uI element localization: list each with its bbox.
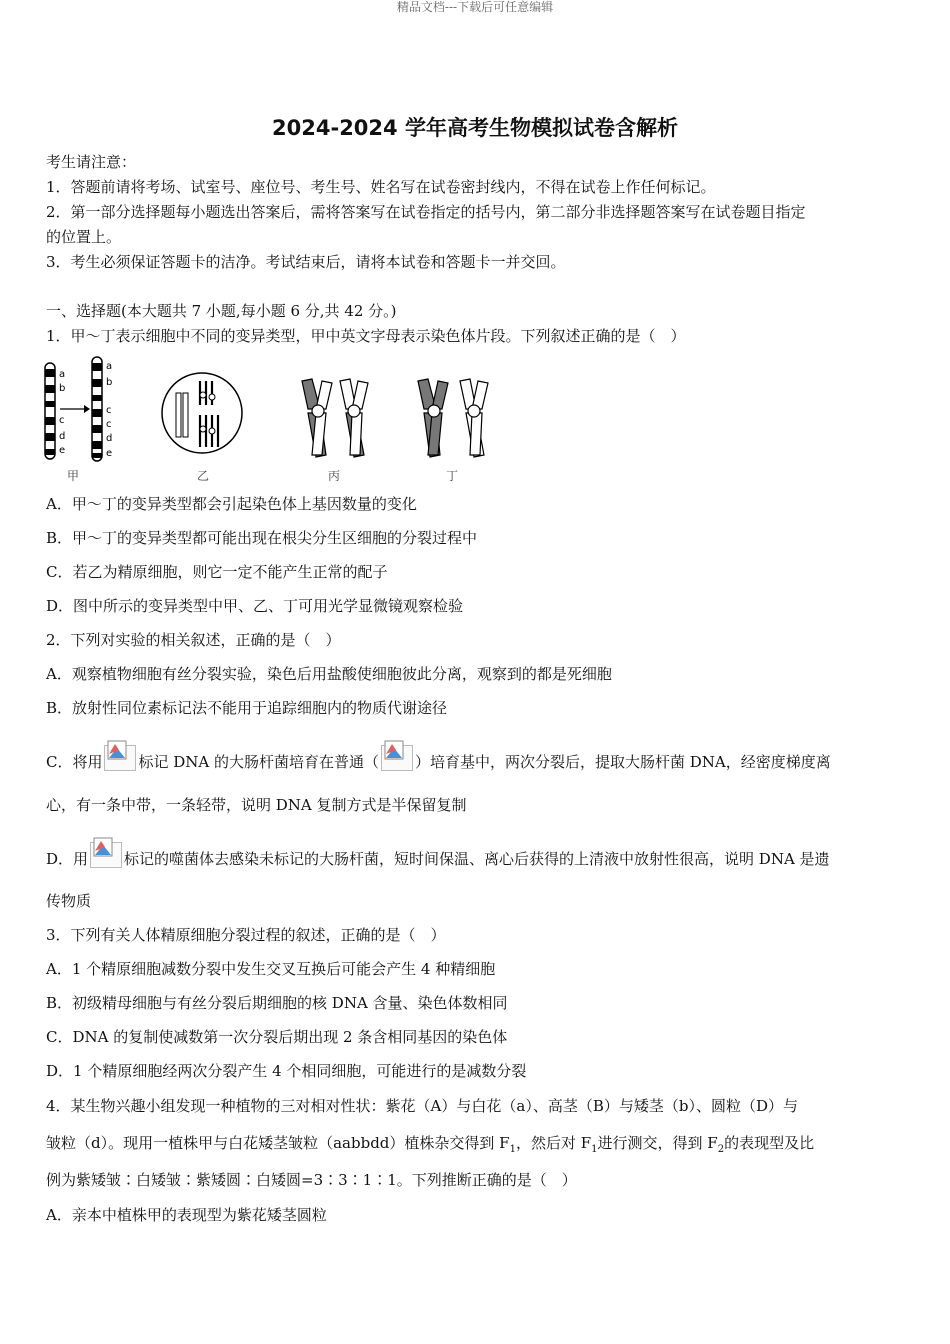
q2-option-c-part2: 标记 DNA 的大肠杆菌培育在普通（ — [138, 753, 380, 771]
q2-option-a: A．观察植物细胞有丝分裂实验，染色后用盐酸使细胞彼此分离，观察到的都是死细胞 — [46, 665, 612, 683]
q4-sub-f1b: 1 — [591, 1144, 598, 1155]
figure-label-yi: 乙 — [197, 469, 210, 483]
q2-option-c-part3: ）培育基中，两次分裂后，提取大肠杆菌 DNA，经密度梯度离 — [415, 753, 831, 771]
section-heading: 一、选择题(本大题共 7 小题,每小题 6 分,共 42 分。) — [46, 302, 397, 320]
gene-letter: e — [106, 448, 113, 459]
arrow-head — [84, 405, 90, 413]
gene-letter: d — [59, 431, 66, 442]
q4-stem-line1: 4．某生物兴趣小组发现一种植物的三对相对性状：紫花（A）与白花（a）、高茎（B）与矮茎（b）、圆粒（D）与 — [46, 1097, 798, 1115]
notice-item-2-cont: 的位置上。 — [46, 228, 122, 246]
q1-stem: 1．甲～丁表示细胞中不同的变异类型，甲中英文字母表示染色体片段。下列叙述正确的是（ ） — [46, 327, 686, 345]
q4-sub-f2: 2 — [717, 1144, 725, 1155]
q4-stem-line3: 例为紫矮皱∶白矮皱∶紫矮圆∶白矮圆=3∶3∶1∶1。下列推断正确的是（ ） — [46, 1171, 577, 1189]
chromosome-figure — [40, 355, 510, 485]
gene-letter: e — [59, 445, 66, 456]
q2-option-d-part2: 标记的噬菌体去感染未标记的大肠杆菌，短时间保温、离心后获得的上清液中放射性很高，说明 DNA 是遗 — [124, 850, 830, 868]
q4-line2-c: 进行测交，得到 F — [597, 1134, 718, 1152]
chromosome-jia-before — [45, 363, 55, 459]
chromosome-diagram — [40, 355, 510, 465]
q2-stem: 2．下列对实验的相关叙述，正确的是（ ） — [46, 631, 341, 649]
q4-sub-f1: 1 — [509, 1144, 516, 1155]
q1-option-d: D．图中所示的变异类型中甲、乙、丁可用光学显微镜观察检验 — [46, 597, 464, 615]
q2-option-c-cont: 心，有一条中带，一条轻带，说明 DNA 复制方式是半保留复制 — [46, 796, 467, 814]
gene-letter: d — [106, 433, 113, 444]
q3-option-b: B．初级精母细胞与有丝分裂后期细胞的核 DNA 含量、染色体数相同 — [46, 994, 508, 1012]
q4-line2-a: 皱粒（d）。现用一植株甲与白花矮茎皱粒（aabbdd）植株杂交得到 F — [46, 1134, 510, 1152]
q2-option-d — [46, 842, 830, 869]
q4-line2-d: 的表现型及比 — [724, 1134, 815, 1152]
q2-option-c — [46, 745, 831, 772]
gene-letter: b — [59, 383, 66, 394]
broken-image-icon — [381, 745, 413, 771]
gene-letter: c — [106, 419, 112, 430]
broken-image-icon — [90, 842, 122, 868]
chromosome-jia-after — [92, 357, 102, 461]
q2-option-d-part1: D．用 — [46, 850, 89, 868]
figure-label-ding: 丁 — [446, 469, 459, 483]
q2-option-d-cont: 传物质 — [46, 892, 92, 910]
q2-option-b: B．放射性同位素标记法不能用于追踪细胞内的物质代谢途径 — [46, 699, 448, 717]
q3-option-c: C．DNA 的复制使减数第一次分裂后期出现 2 条含相同基因的染色体 — [46, 1028, 508, 1046]
chromosome-ding — [418, 379, 488, 457]
gene-letter: a — [106, 361, 113, 372]
gene-letter: a — [59, 369, 66, 380]
gene-letter: c — [106, 405, 112, 416]
q1-option-b: B．甲～丁的变异类型都可能出现在根尖分生区细胞的分裂过程中 — [46, 529, 478, 547]
notice-item-2: 2．第一部分选择题每小题选出答案后，需将答案写在试卷指定的括号内，第二部分非选择题答案写在试卷题目指定 — [46, 203, 806, 221]
q2-option-c-part1: C．将用 — [46, 753, 103, 771]
q4-stem-line2 — [46, 1133, 814, 1160]
figure-label-jia: 甲 — [67, 469, 80, 483]
header-note: 精品文档---下载后可任意编辑 — [396, 0, 554, 14]
notice-item-3: 3．考生必须保证答题卡的洁净。考试结束后，请将本试卷和答题卡一并交回。 — [46, 253, 566, 271]
q3-option-a: A．1 个精原细胞减数分裂中发生交叉互换后可能会产生 4 种精细胞 — [46, 960, 496, 978]
notice-heading: 考生请注意： — [46, 153, 137, 171]
gene-letter: c — [59, 415, 65, 426]
q4-option-a: A．亲本中植株甲的表现型为紫花矮茎圆粒 — [46, 1206, 327, 1224]
gene-letter: b — [106, 377, 113, 388]
q4-line2-b: ，然后对 F — [515, 1134, 592, 1152]
q3-option-d: D．1 个精原细胞经两次分裂产生 4 个相同细胞，可能进行的是减数分裂 — [46, 1062, 527, 1080]
q1-option-c: C．若乙为精原细胞，则它一定不能产生正常的配子 — [46, 563, 388, 581]
cell-yi — [162, 373, 242, 453]
page-title: 2024-2024 学年高考生物模拟试卷含解析 — [272, 116, 678, 140]
figure-label-bing: 丙 — [328, 469, 341, 483]
notice-item-1: 1．答题前请将考场、试室号、座位号、考生号、姓名写在试卷密封线内，不得在试卷上作任何标记。 — [46, 178, 716, 196]
q1-option-a: A．甲～丁的变异类型都会引起染色体上基因数量的变化 — [46, 495, 417, 513]
chromosome-bing — [302, 379, 368, 457]
q3-stem: 3．下列有关人体精原细胞分裂过程的叙述，正确的是（ ） — [46, 926, 446, 944]
broken-image-icon — [104, 745, 136, 771]
